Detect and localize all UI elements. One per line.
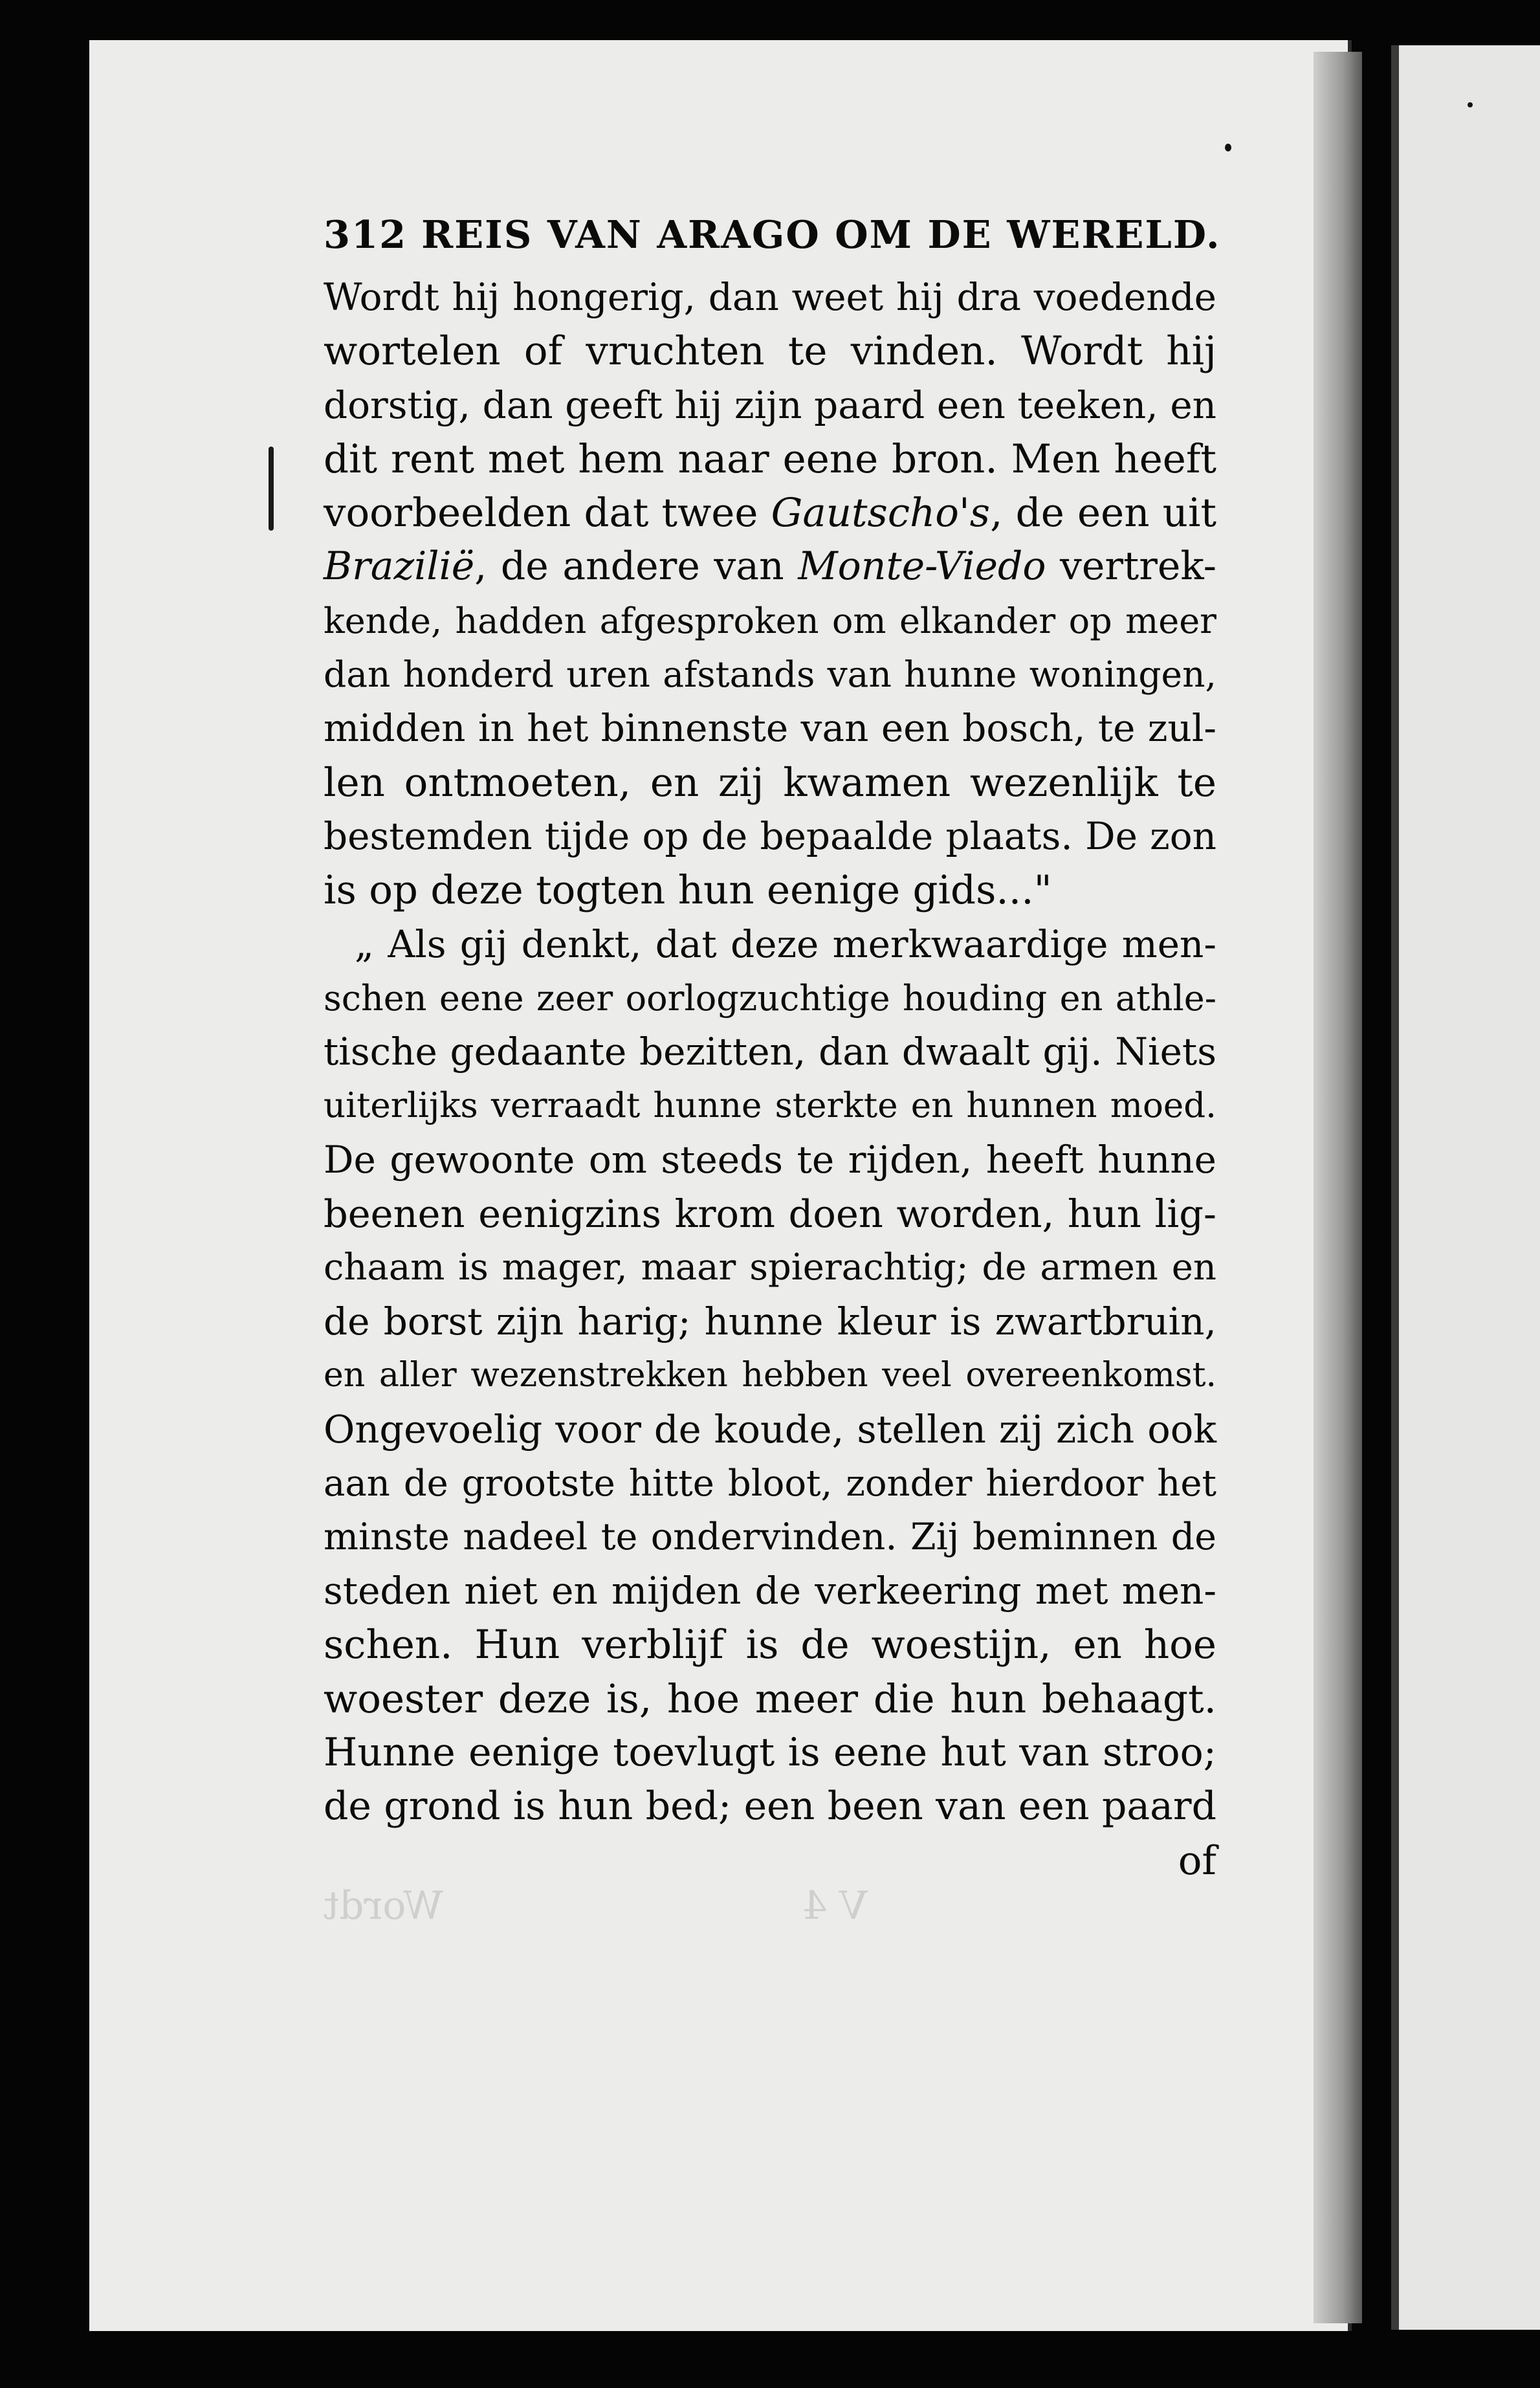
ink-speck <box>1468 102 1473 107</box>
text-line: Hunne eenige toevlugt is eene hut van stroo; <box>324 1730 1216 1776</box>
text-line: schen. Hun verblijf is de woestijn, en hoe <box>324 1622 1216 1668</box>
adjacent-page-edge <box>1391 45 1399 2330</box>
adjacent-page-strip <box>1391 45 1540 2330</box>
binding-shadow <box>1314 52 1362 2323</box>
page-number: 312 <box>324 212 408 257</box>
text-run: voorbeelden dat twee <box>324 490 771 536</box>
text-line: steden niet en mijden de verkeering met men- <box>324 1569 1216 1613</box>
text-line: Wordt hij hongerig, dan weet hij dra voedende <box>324 275 1216 319</box>
text-line: de grond is hun bed; een been van een paard <box>324 1784 1216 1830</box>
text-line: „ Als gij denkt, dat deze merkwaardige men- <box>355 922 1216 966</box>
running-head <box>324 206 1221 271</box>
text-line: minste nadeel te ondervinden. Zij beminnen de <box>324 1515 1216 1558</box>
text-line: tische gedaante bezitten, dan dwaalt gij. Niets <box>324 1030 1216 1074</box>
italic-name: Braziliё <box>324 544 475 590</box>
text-line: aan de grootste hitte bloot, zonder hierdoor het <box>324 1462 1216 1505</box>
text-line: dan honderd uren afstands van hunne woningen, <box>324 654 1216 696</box>
text-line: De gewoonte om steeds te rijden, heeft hunne <box>324 1137 1216 1182</box>
text-line: Ongevoelig voor de koude, stellen zij zich ook <box>324 1407 1216 1452</box>
text-line: chaam is mager, maar spierachtig; de armen en <box>324 1246 1216 1289</box>
margin-mark <box>269 447 274 531</box>
text-run: , de een uit <box>990 490 1216 536</box>
text-line: woester deze is, hoe meer die hun behaagt. <box>324 1675 1216 1722</box>
text-line <box>324 540 1216 593</box>
text-line: dit rent met hem naar eene bron. Men heeft <box>324 436 1216 482</box>
italic-name: Monte-Viedo <box>798 544 1046 590</box>
text-line: de borst zijn harig; hunne kleur is zwartbruin, <box>324 1299 1216 1343</box>
text-line: midden in het binnenste van een bosch, te zul- <box>324 706 1216 751</box>
text-run: , de andere van <box>474 544 798 590</box>
text-line: uiterlijks verraadt hunne sterkte en hunnen moed. <box>324 1086 1216 1126</box>
catchword: of <box>1178 1837 1216 1884</box>
text-line: schen eene zeer oorlogzuchtige houding en athle- <box>324 977 1216 1019</box>
text-line: en aller wezenstrekken hebben veel overeenkomst. <box>324 1355 1216 1395</box>
italic-name: Gautscho's <box>771 490 991 536</box>
text-line: len ontmoeten, en zij kwamen wezenlijk te <box>324 759 1216 806</box>
text-line: dorstig, dan geeft hij zijn paard een teeken, en <box>324 382 1216 427</box>
text-line: is op deze togten hun eenige gids..." <box>324 867 1052 914</box>
text-line: beenen eenigzins krom doen worden, hun lig- <box>324 1191 1216 1237</box>
verso-bleed-through: V 4 <box>802 1883 868 1929</box>
running-title: REIS VAN ARAGO OM DE WERELD. <box>421 212 1221 257</box>
text-run: vertrek- <box>1046 544 1216 590</box>
text-line: bestemden tijde op de bepaalde plaats. De zon <box>324 813 1216 858</box>
text-block <box>324 206 1221 1888</box>
text-line: kende, hadden afgesproken om elkander op meer <box>324 600 1216 641</box>
ink-speck <box>1225 144 1231 151</box>
text-line <box>324 486 1216 540</box>
verso-bleed-through: Wordt <box>324 1883 443 1929</box>
text-line: wortelen of vruchten te vinden. Wordt hij <box>324 328 1216 375</box>
